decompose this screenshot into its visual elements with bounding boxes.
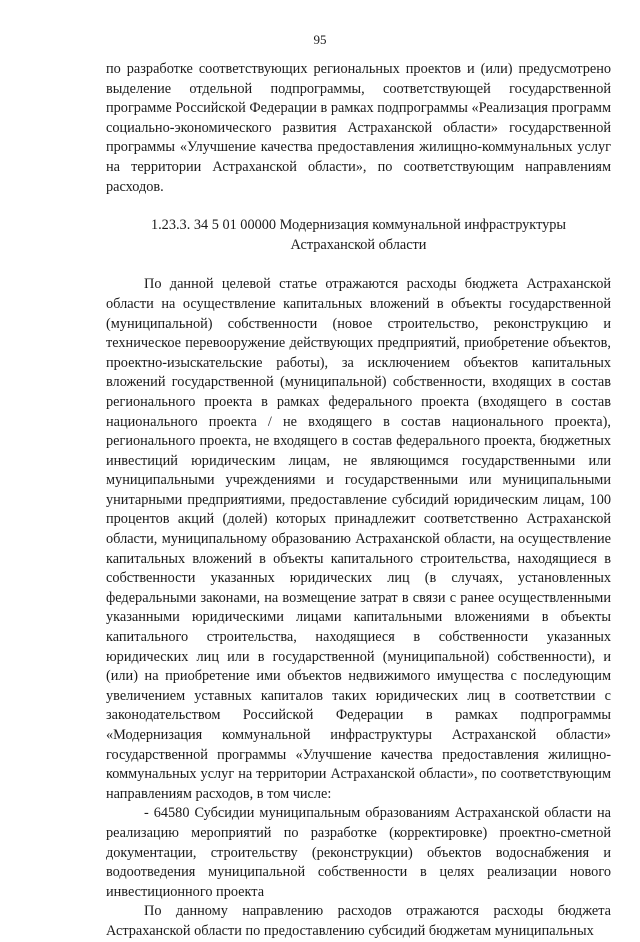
document-body: [106, 60, 611, 942]
closing-paragraph: По данному направлению расходов отражаются расходы бюджета Астраханской области по предоставлению субсидий бюджетам муниципальных: [106, 903, 611, 939]
page-number: 95: [313, 32, 327, 47]
main-paragraph: По данной целевой статье отражаются расходы бюджета Астраханской области на осуществление капитальных вложений в объекты государственной (муниципальной) собственности (новое строительство, реконструкцию и техническое перевооружение действующих предприятий, приобретение объектов, проектно-изыскательские работы), за исключением объектов капитальных вложений государственной (муниципальной) собственности, входящих в состав регионального проекта в рамках федерального проекта (входящего в состав национального проекта / не входящего в состав национального проекта), регионального проекта, не входящего в состав федерального проекта, бюджетных инвестиций юридическим лицам, не являющимся государственными или муниципальными учреждениями и государственными или муниципальными унитарными предприятиями, предоставление субсидий юридическим лицам, 100 процентов акций (долей) которых принадлежит соответственно Астраханской области, муниципальному образованию Астраханской области, на осуществление капитальных вложений в объекты капитального строительства, находящиеся в собственности указанных юридических лиц (в случаях, установленных федеральными законами, на возмещение затрат в связи с ранее осуществленными указанными юридическими лицами капитальными вложениями в объекты капитального строительства, находящиеся в собственности указанных юридических лиц или в государственной (муниципальной) собственности), и (или) на приобретение ими объектов недвижимого имущества с последующим увеличением уставных капиталов таких юридических лиц в соответствии с законодательством Российской Федерации в рамках подпрограммы «Модернизация коммунальной инфраструктуры Астраханской области» государственной программы «Улучшение качества предоставления жилищно-коммунальных услуг на территории Астраханской области», по соответствующим направлениям расходов, в том числе:: [106, 276, 611, 802]
list-item: - 64580 Субсидии муниципальным образованиям Астраханской области на реализацию мероприятий по разработке (корректировке) проектно-сметной документации, строительству (реконструкции) объектов водоснабжения и водоотведения муниципальной собственности в целях реализации нового инвестиционного проекта: [106, 805, 611, 900]
intro-paragraph: по разработке соответствующих региональных проектов и (или) предусмотрено выделение отдельной подпрограммы, соответствующей государственной программе Российской Федерации в рамках подпрограммы «Реализация программ социально-экономического развития Астраханской области» государственной программы «Улучшение качества предоставления жилищно-коммунальных услуг на территории Астраханской области», по соответствующим направлениям расходов.: [106, 61, 611, 195]
section-heading: 1.23.3. 34 5 01 00000 Модернизация коммунальной инфраструктуры Астраханской области: [150, 217, 567, 253]
